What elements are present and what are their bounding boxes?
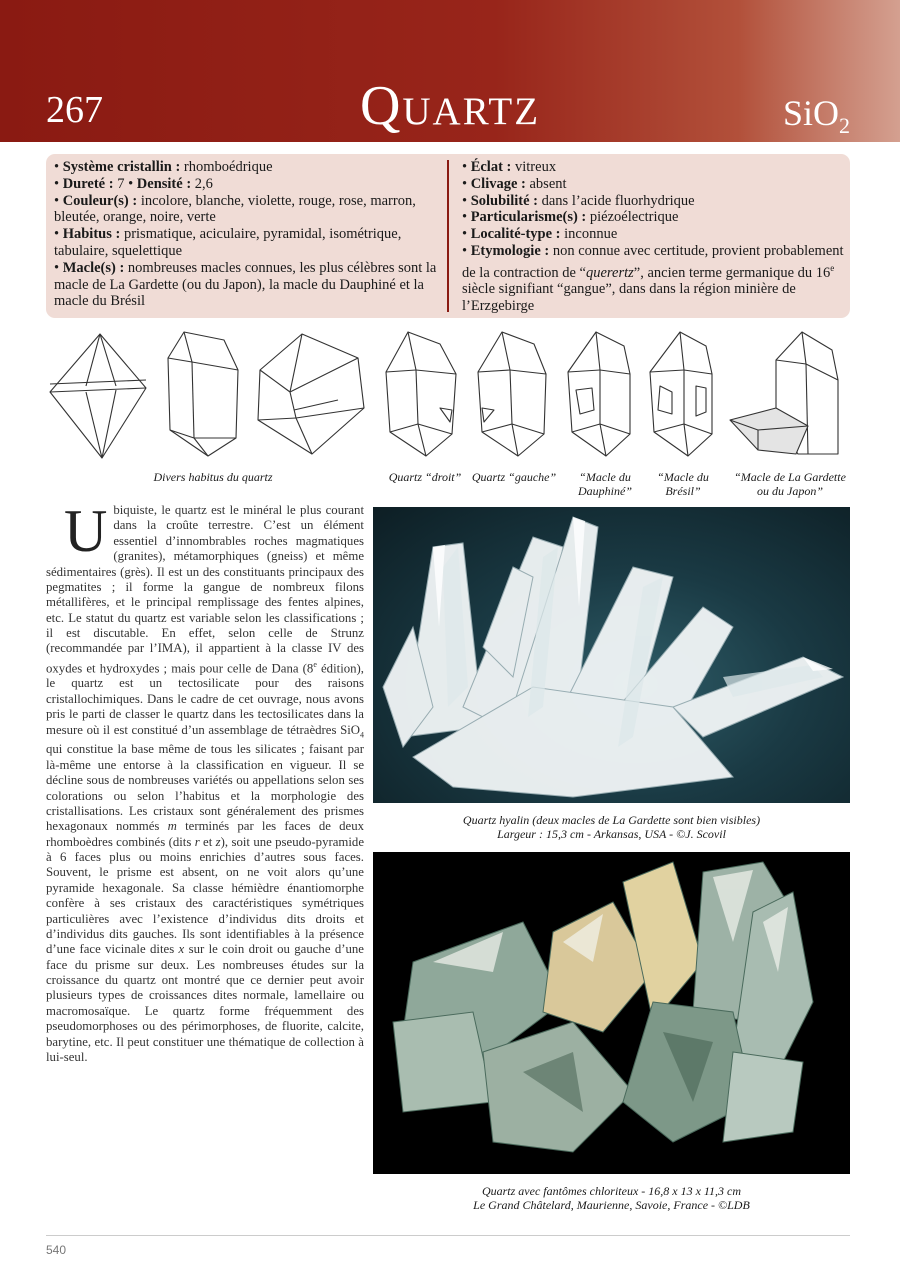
prop-etymology: • Etymologie : non connue avec certitude, provient probablement de la contraction de “querertz”, ancien terme germanique du 16e siècle signifiant “gangue”, dans dans la région minière de l’Erzgebirge: [462, 242, 844, 315]
prop-system: • Système cristallin : rhomboédrique: [54, 159, 273, 175]
bipyramid-crystal-icon: [50, 334, 146, 458]
body-text: Ubiquiste, le quartz est le minéral le plus courant dans la croûte terrestre. C’est un élément essentiel d’innombrables roches magmatiques (granites), métamorphiques (gneiss) et même sédimentaires (grès). Il est un des constituants principaux des pegmatites ; il forme la gangue de nombreux filons métallifères, et le principal remplissage des fentes alpines, etc. Le statut du quartz est variable selon les classifications ; il est discutable. En effet, selon celle de Strunz (recommandée par l’IMA), il appartient à la classe IV des oxydes et hydroxydes ; mais pour celle de Dana (8e édition), le quartz est un tectosilicate pour des raisons cristallochimiques. Dans le cadre de cet ouvrage, nous avons pris le parti de classer le quartz dans les tectosilicates dans la mesure où il est constitué d’un assemblage de tétraèdres SiO$_4$ qui constitue la base même de tous les silicates ; faisant par là-même une entorse à la classification en vigueur. Il se décline sous de nombreuses variétés ou appellations selon ses colorations ou selon l’habitus et la morphologie des cristallisations. Les cristaux sont généralement des prismes hexagonaux nommés m terminés par les faces de deux rhomboèdres combinés (dits r et z), soit une pseudo-pyramide à 6 faces plus ou moins enrichies d’autres sous faces. Souvent, le prisme est absent, on ne voit alors qu’une pyramide hexagonale. Sa classe hémièdre énantiomorphe confère à ses cristaux des caractéristiques symétriques particulières avec l’existence d’individus dits droits et d’individus dits gauches. Ils sont identifiables à la présence d’une face vicinale dites x sur le coin droit ou gauche d’une face du prisme sur deux. Les nombreuses études sur la croissance du quartz ont montré que ce dernier peut avoir plusieurs types de croissances dites normale, lamellaire ou macromosaïque. Le quartz forme fréquemment des pseudomorphoses ou des périmorphoses, de fluorite, calcite, barytine, etc. Il peut constituer une thématique de collection à lui-seul.: [46, 498, 365, 1064]
prop-habitus: • Habitus : prismatique, aciculaire, pyramidal, isométrique, tabulaire, squelettique: [54, 226, 402, 259]
caption-dauphine: “Macle du Dauphiné”: [578, 470, 632, 498]
photo2-caption: Quartz avec fantômes chloriteux - 16,8 x 13 x 11,3 cm Le Grand Châtelard, Maurienne, Savoie, France - ©LDB: [473, 1184, 750, 1212]
prop-color: • Couleur(s) : incolore, blanche, violette, rouge, rose, marron, bleutée, orange, noire, verte: [54, 192, 416, 226]
drop-cap: U: [64, 498, 108, 564]
prop-hardness: • Dureté : 7 • Densité : 2,6: [54, 175, 213, 192]
japan-twin-crystal-icon: [730, 332, 838, 454]
mineral-number: 267: [46, 89, 103, 131]
footer-rule: [46, 1235, 850, 1236]
brazil-twin-crystal-icon: [650, 332, 712, 456]
prop-luster: • Éclat : vitreux: [462, 159, 557, 175]
mineral-title: Quartz: [359, 75, 541, 137]
chapter-header: [0, 0, 900, 142]
caption-left-quartz: Quartz “gauche”: [471, 470, 557, 484]
quartz-hyalin-photo: [373, 507, 850, 803]
prop-type-locality: • Localité-type : inconnue: [462, 226, 618, 243]
quartz-chlorite-photo: [373, 852, 850, 1174]
left-quartz-crystal-icon: [478, 332, 546, 456]
prop-cleavage: • Clivage : absent: [462, 175, 567, 192]
properties-left: [54, 159, 438, 310]
dauphine-twin-crystal-icon: [568, 332, 630, 456]
caption-gardette: “Macle de La Gardette ou du Japon”: [734, 470, 846, 498]
column-divider: [447, 160, 449, 312]
chemical-formula: SiO$_2$: [782, 93, 850, 139]
properties-box: [46, 154, 850, 318]
caption-right-quartz: Quartz “droit”: [388, 470, 462, 484]
prism-crystal-icon: [168, 332, 238, 456]
crystal-drawings: [46, 330, 850, 460]
prop-twins: • Macle(s) : nombreuses macles connues, les plus célèbres sont la macle de La Gardette (ou du Japon), la macle du Dauphiné et la macle du Brésil: [54, 259, 437, 310]
right-quartz-crystal-icon: [386, 332, 456, 456]
photo1-caption: Quartz hyalin (deux macles de La Gardette sont bien visibles) Largeur : 15,3 cm - Arkansas, USA - ©J. Scovil: [462, 813, 761, 841]
rhombohedral-crystal-icon: [258, 334, 364, 454]
caption-habitus: Divers habitus du quartz: [153, 470, 273, 484]
caption-bresil: “Macle du Brésil”: [657, 470, 709, 498]
page-number: 540: [46, 1243, 67, 1257]
prop-solubility: • Solubilité : dans l’acide fluorhydrique: [462, 192, 695, 209]
properties-right: [462, 159, 846, 315]
prop-particularism: • Particularisme(s) : piézoélectrique: [462, 209, 679, 226]
